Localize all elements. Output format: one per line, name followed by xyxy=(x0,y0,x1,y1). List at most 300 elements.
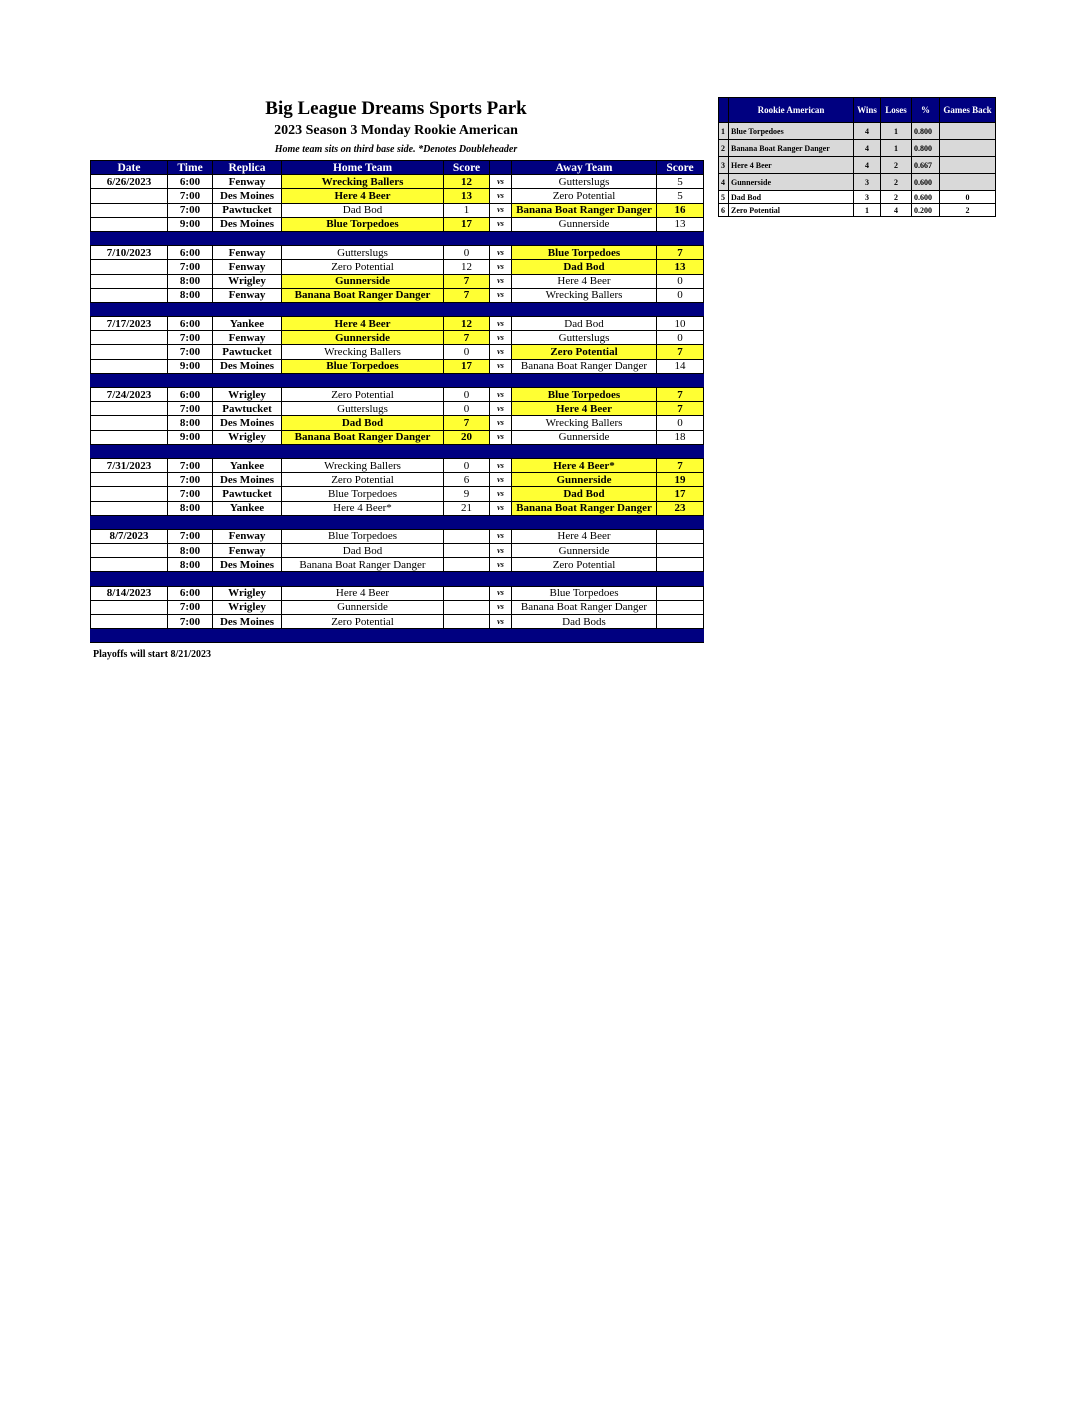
separator-cell xyxy=(282,444,444,458)
standings-rank: 5 xyxy=(719,191,729,204)
game-field: Wrigley xyxy=(213,600,282,614)
vs-label: vs xyxy=(490,203,512,217)
game-time: 7:00 xyxy=(168,529,213,543)
game-time: 7:00 xyxy=(168,473,213,487)
home-team: Dad Bod xyxy=(282,203,444,217)
separator-cell xyxy=(490,231,512,245)
away-score: 0 xyxy=(657,416,704,430)
game-time: 9:00 xyxy=(168,359,213,373)
separator-cell xyxy=(213,572,282,586)
standings-wins: 4 xyxy=(854,157,881,174)
game-date xyxy=(91,615,168,629)
game-date: 7/31/2023 xyxy=(91,458,168,472)
away-score xyxy=(657,600,704,614)
standings-games-back: 0 xyxy=(940,191,996,204)
standings-pct: 0.600 xyxy=(912,191,940,204)
vs-label: vs xyxy=(490,217,512,231)
game-date xyxy=(91,203,168,217)
separator-cell xyxy=(213,515,282,529)
home-team: Dad Bod xyxy=(282,416,444,430)
separator-cell xyxy=(512,515,657,529)
standings-team: Here 4 Beer xyxy=(729,157,854,174)
game-field: Pawtucket xyxy=(213,487,282,501)
separator-cell xyxy=(657,373,704,387)
game-row xyxy=(91,331,704,345)
page-subtitle: 2023 Season 3 Monday Rookie American xyxy=(274,123,518,138)
separator-cell xyxy=(168,302,213,316)
standings-wins: 4 xyxy=(854,140,881,157)
separator-cell xyxy=(168,629,213,643)
separator-cell xyxy=(282,629,444,643)
vs-label: vs xyxy=(490,586,512,600)
home-score: 0 xyxy=(444,402,490,416)
home-team: Gunnerside xyxy=(282,600,444,614)
home-team: Here 4 Beer xyxy=(282,189,444,203)
home-team: Gunnerside xyxy=(282,331,444,345)
standings-row xyxy=(719,191,996,204)
game-date: 7/10/2023 xyxy=(91,246,168,260)
game-date xyxy=(91,217,168,231)
separator-cell xyxy=(91,572,168,586)
game-time: 6:00 xyxy=(168,246,213,260)
separator-cell xyxy=(657,515,704,529)
standings-team: Dad Bod xyxy=(729,191,854,204)
game-time: 7:00 xyxy=(168,189,213,203)
game-date xyxy=(91,274,168,288)
game-row xyxy=(91,430,704,444)
away-score: 0 xyxy=(657,274,704,288)
home-team: Blue Torpedoes xyxy=(282,359,444,373)
vs-label: vs xyxy=(490,501,512,515)
away-team: Here 4 Beer* xyxy=(512,458,657,472)
separator-cell xyxy=(282,231,444,245)
week-separator xyxy=(91,515,704,529)
home-team: Gunnerside xyxy=(282,274,444,288)
game-time: 6:00 xyxy=(168,586,213,600)
home-score xyxy=(444,558,490,572)
standings-rank-header xyxy=(719,98,729,123)
standings-losses: 4 xyxy=(881,204,912,217)
separator-cell xyxy=(512,444,657,458)
away-team: Here 4 Beer xyxy=(512,529,657,543)
separator-cell xyxy=(444,572,490,586)
standings-row xyxy=(719,174,996,191)
game-row xyxy=(91,288,704,302)
separator-cell xyxy=(213,629,282,643)
standings-rank: 3 xyxy=(719,157,729,174)
separator-cell xyxy=(657,444,704,458)
separator-cell xyxy=(490,302,512,316)
game-row xyxy=(91,388,704,402)
col-home-score-header: Score xyxy=(444,161,490,175)
home-team: Blue Torpedoes xyxy=(282,217,444,231)
home-team: Here 4 Beer xyxy=(282,317,444,331)
separator-cell xyxy=(91,231,168,245)
away-team: Dad Bods xyxy=(512,615,657,629)
game-row xyxy=(91,203,704,217)
vs-label: vs xyxy=(490,175,512,189)
vs-label: vs xyxy=(490,388,512,402)
game-time: 8:00 xyxy=(168,558,213,572)
game-field: Des Moines xyxy=(213,359,282,373)
standings-losses: 1 xyxy=(881,123,912,140)
away-score: 7 xyxy=(657,458,704,472)
away-team: Blue Torpedoes xyxy=(512,388,657,402)
game-time: 7:00 xyxy=(168,260,213,274)
separator-cell xyxy=(282,373,444,387)
home-score: 0 xyxy=(444,388,490,402)
col-vs-header xyxy=(490,161,512,175)
away-score: 7 xyxy=(657,402,704,416)
game-time: 6:00 xyxy=(168,317,213,331)
away-team: Wrecking Ballers xyxy=(512,416,657,430)
schedule-header-row xyxy=(91,161,704,175)
home-team: Zero Potential xyxy=(282,260,444,274)
standings-losses: 2 xyxy=(881,191,912,204)
away-score: 7 xyxy=(657,246,704,260)
home-team: Here 4 Beer* xyxy=(282,501,444,515)
game-field: Fenway xyxy=(213,175,282,189)
vs-label: vs xyxy=(490,458,512,472)
standings-wins: 3 xyxy=(854,174,881,191)
home-team: Gutterslugs xyxy=(282,402,444,416)
game-time: 8:00 xyxy=(168,416,213,430)
away-team: Gutterslugs xyxy=(512,331,657,345)
home-score: 7 xyxy=(444,331,490,345)
home-team: Banana Boat Ranger Danger xyxy=(282,288,444,302)
separator-cell xyxy=(657,629,704,643)
separator-cell xyxy=(490,629,512,643)
game-row xyxy=(91,416,704,430)
game-date xyxy=(91,345,168,359)
game-field: Des Moines xyxy=(213,217,282,231)
away-team: Dad Bod xyxy=(512,260,657,274)
separator-cell xyxy=(512,302,657,316)
standings-division-header: Rookie American xyxy=(729,98,854,123)
separator-cell xyxy=(490,444,512,458)
game-time: 6:00 xyxy=(168,175,213,189)
separator-cell xyxy=(444,444,490,458)
standings-pct: 0.800 xyxy=(912,123,940,140)
standings-losses-header: Loses xyxy=(881,98,912,123)
away-team: Zero Potential xyxy=(512,189,657,203)
home-score: 12 xyxy=(444,317,490,331)
away-team: Here 4 Beer xyxy=(512,402,657,416)
game-field: Des Moines xyxy=(213,473,282,487)
away-team: Gunnerside xyxy=(512,217,657,231)
vs-label: vs xyxy=(490,345,512,359)
away-score: 16 xyxy=(657,203,704,217)
separator-cell xyxy=(444,373,490,387)
away-team: Wrecking Ballers xyxy=(512,288,657,302)
separator-cell xyxy=(657,231,704,245)
game-time: 7:00 xyxy=(168,600,213,614)
game-row xyxy=(91,600,704,614)
home-team: Zero Potential xyxy=(282,615,444,629)
separator-cell xyxy=(282,515,444,529)
away-team: Banana Boat Ranger Danger xyxy=(512,600,657,614)
home-score: 7 xyxy=(444,416,490,430)
game-date xyxy=(91,416,168,430)
separator-cell xyxy=(444,629,490,643)
game-time: 7:00 xyxy=(168,331,213,345)
separator-cell xyxy=(444,302,490,316)
game-time: 9:00 xyxy=(168,430,213,444)
away-team: Gunnerside xyxy=(512,473,657,487)
home-score xyxy=(444,529,490,543)
away-team: Banana Boat Ranger Danger xyxy=(512,359,657,373)
vs-label: vs xyxy=(490,473,512,487)
away-score xyxy=(657,558,704,572)
page-title: Big League Dreams Sports Park xyxy=(265,98,527,119)
standings-rank: 2 xyxy=(719,140,729,157)
game-field: Wrigley xyxy=(213,388,282,402)
home-score: 7 xyxy=(444,288,490,302)
game-row xyxy=(91,501,704,515)
standings-pct: 0.600 xyxy=(912,174,940,191)
standings-team: Blue Torpedoes xyxy=(729,123,854,140)
standings-rank: 4 xyxy=(719,174,729,191)
home-score: 9 xyxy=(444,487,490,501)
separator-cell xyxy=(490,373,512,387)
separator-cell xyxy=(168,572,213,586)
game-row xyxy=(91,217,704,231)
away-team: Blue Torpedoes xyxy=(512,586,657,600)
game-date xyxy=(91,473,168,487)
home-score: 21 xyxy=(444,501,490,515)
game-field: Des Moines xyxy=(213,189,282,203)
standings-team: Zero Potential xyxy=(729,204,854,217)
separator-cell xyxy=(91,629,168,643)
away-score: 17 xyxy=(657,487,704,501)
game-time: 7:00 xyxy=(168,487,213,501)
standings-row xyxy=(719,123,996,140)
schedule-body xyxy=(91,175,704,643)
away-team: Gutterslugs xyxy=(512,175,657,189)
home-score: 0 xyxy=(444,246,490,260)
game-time: 8:00 xyxy=(168,288,213,302)
week-separator xyxy=(91,629,704,643)
standings-pct-header: % xyxy=(912,98,940,123)
away-score xyxy=(657,586,704,600)
separator-cell xyxy=(213,444,282,458)
game-field: Yankee xyxy=(213,458,282,472)
game-date: 6/26/2023 xyxy=(91,175,168,189)
game-time: 7:00 xyxy=(168,615,213,629)
game-row xyxy=(91,529,704,543)
away-score: 23 xyxy=(657,501,704,515)
game-time: 7:00 xyxy=(168,203,213,217)
vs-label: vs xyxy=(490,359,512,373)
vs-label: vs xyxy=(490,600,512,614)
standings-losses: 1 xyxy=(881,140,912,157)
week-separator xyxy=(91,572,704,586)
separator-cell xyxy=(490,515,512,529)
separator-cell xyxy=(168,515,213,529)
away-score: 13 xyxy=(657,217,704,231)
game-date xyxy=(91,260,168,274)
home-score: 0 xyxy=(444,345,490,359)
separator-cell xyxy=(512,572,657,586)
vs-label: vs xyxy=(490,402,512,416)
game-date xyxy=(91,430,168,444)
home-team: Blue Torpedoes xyxy=(282,529,444,543)
home-team: Dad Bod xyxy=(282,544,444,558)
away-team: Dad Bod xyxy=(512,317,657,331)
standings-row xyxy=(719,140,996,157)
home-team: Blue Torpedoes xyxy=(282,487,444,501)
game-field: Pawtucket xyxy=(213,402,282,416)
vs-label: vs xyxy=(490,331,512,345)
home-team: Gutterslugs xyxy=(282,246,444,260)
home-score: 13 xyxy=(444,189,490,203)
away-score: 0 xyxy=(657,331,704,345)
separator-cell xyxy=(657,302,704,316)
playoffs-note: Playoffs will start 8/21/2023 xyxy=(93,649,212,660)
standings-games-back-header: Games Back xyxy=(940,98,996,123)
away-score: 14 xyxy=(657,359,704,373)
standings-team: Gunnerside xyxy=(729,174,854,191)
separator-cell xyxy=(282,302,444,316)
standings-pct: 0.200 xyxy=(912,204,940,217)
separator-cell xyxy=(490,572,512,586)
away-team: Gunnerside xyxy=(512,430,657,444)
game-date xyxy=(91,544,168,558)
separator-cell xyxy=(168,373,213,387)
away-score: 18 xyxy=(657,430,704,444)
away-team: Blue Torpedoes xyxy=(512,246,657,260)
game-row xyxy=(91,586,704,600)
away-score: 10 xyxy=(657,317,704,331)
home-team: Zero Potential xyxy=(282,388,444,402)
separator-cell xyxy=(168,231,213,245)
vs-label: vs xyxy=(490,487,512,501)
home-score: 17 xyxy=(444,359,490,373)
standings-pct: 0.800 xyxy=(912,140,940,157)
game-field: Wrigley xyxy=(213,586,282,600)
standings-games-back xyxy=(940,174,996,191)
game-date: 8/14/2023 xyxy=(91,586,168,600)
game-row xyxy=(91,359,704,373)
game-time: 8:00 xyxy=(168,274,213,288)
game-row xyxy=(91,558,704,572)
game-field: Pawtucket xyxy=(213,345,282,359)
standings-games-back: 2 xyxy=(940,204,996,217)
home-team: Banana Boat Ranger Danger xyxy=(282,430,444,444)
away-team: Zero Potential xyxy=(512,558,657,572)
separator-cell xyxy=(282,572,444,586)
game-row xyxy=(91,458,704,472)
home-score: 12 xyxy=(444,175,490,189)
vs-label: vs xyxy=(490,260,512,274)
game-field: Wrigley xyxy=(213,274,282,288)
game-row xyxy=(91,487,704,501)
separator-cell xyxy=(512,373,657,387)
game-row xyxy=(91,274,704,288)
separator-cell xyxy=(213,231,282,245)
home-score: 20 xyxy=(444,430,490,444)
standings-rank: 6 xyxy=(719,204,729,217)
separator-cell xyxy=(657,572,704,586)
vs-label: vs xyxy=(490,288,512,302)
away-score: 5 xyxy=(657,189,704,203)
week-separator xyxy=(91,444,704,458)
game-time: 7:00 xyxy=(168,345,213,359)
game-row xyxy=(91,615,704,629)
away-team: Gunnerside xyxy=(512,544,657,558)
separator-cell xyxy=(444,515,490,529)
home-score xyxy=(444,544,490,558)
game-time: 8:00 xyxy=(168,544,213,558)
col-date-header: Date xyxy=(91,161,168,175)
game-date xyxy=(91,331,168,345)
vs-label: vs xyxy=(490,274,512,288)
separator-cell xyxy=(91,515,168,529)
separator-cell xyxy=(213,373,282,387)
home-score: 6 xyxy=(444,473,490,487)
standings-table xyxy=(718,97,996,217)
standings-row xyxy=(719,204,996,217)
away-score: 19 xyxy=(657,473,704,487)
standings-team: Banana Boat Ranger Danger xyxy=(729,140,854,157)
away-team: Banana Boat Ranger Danger xyxy=(512,203,657,217)
game-row xyxy=(91,189,704,203)
home-team: Zero Potential xyxy=(282,473,444,487)
week-separator xyxy=(91,373,704,387)
game-row xyxy=(91,246,704,260)
standings-losses: 2 xyxy=(881,157,912,174)
standings-games-back xyxy=(940,157,996,174)
standings-games-back xyxy=(940,123,996,140)
standings-body xyxy=(719,123,996,217)
game-field: Fenway xyxy=(213,288,282,302)
vs-label: vs xyxy=(490,246,512,260)
away-score: 5 xyxy=(657,175,704,189)
game-date xyxy=(91,288,168,302)
home-team: Wrecking Ballers xyxy=(282,175,444,189)
game-time: 7:00 xyxy=(168,458,213,472)
vs-label: vs xyxy=(490,430,512,444)
col-home-team-header: Home Team xyxy=(282,161,444,175)
home-team: Here 4 Beer xyxy=(282,586,444,600)
game-row xyxy=(91,317,704,331)
vs-label: vs xyxy=(490,189,512,203)
standings-losses: 2 xyxy=(881,174,912,191)
game-field: Fenway xyxy=(213,544,282,558)
away-score xyxy=(657,544,704,558)
standings-row xyxy=(719,157,996,174)
standings-wins: 1 xyxy=(854,204,881,217)
game-date xyxy=(91,501,168,515)
col-time-header: Time xyxy=(168,161,213,175)
week-separator xyxy=(91,302,704,316)
standings-wins: 4 xyxy=(854,123,881,140)
game-row xyxy=(91,544,704,558)
schedule-note: Home team sits on third base side. *Denotes Doubleheader xyxy=(274,144,518,155)
away-score: 0 xyxy=(657,288,704,302)
separator-cell xyxy=(444,231,490,245)
game-date xyxy=(91,189,168,203)
game-field: Des Moines xyxy=(213,615,282,629)
away-score xyxy=(657,615,704,629)
separator-cell xyxy=(512,231,657,245)
game-row xyxy=(91,402,704,416)
standings-header-row xyxy=(719,98,996,123)
home-score xyxy=(444,615,490,629)
home-score: 17 xyxy=(444,217,490,231)
standings-rank: 1 xyxy=(719,123,729,140)
vs-label: vs xyxy=(490,558,512,572)
